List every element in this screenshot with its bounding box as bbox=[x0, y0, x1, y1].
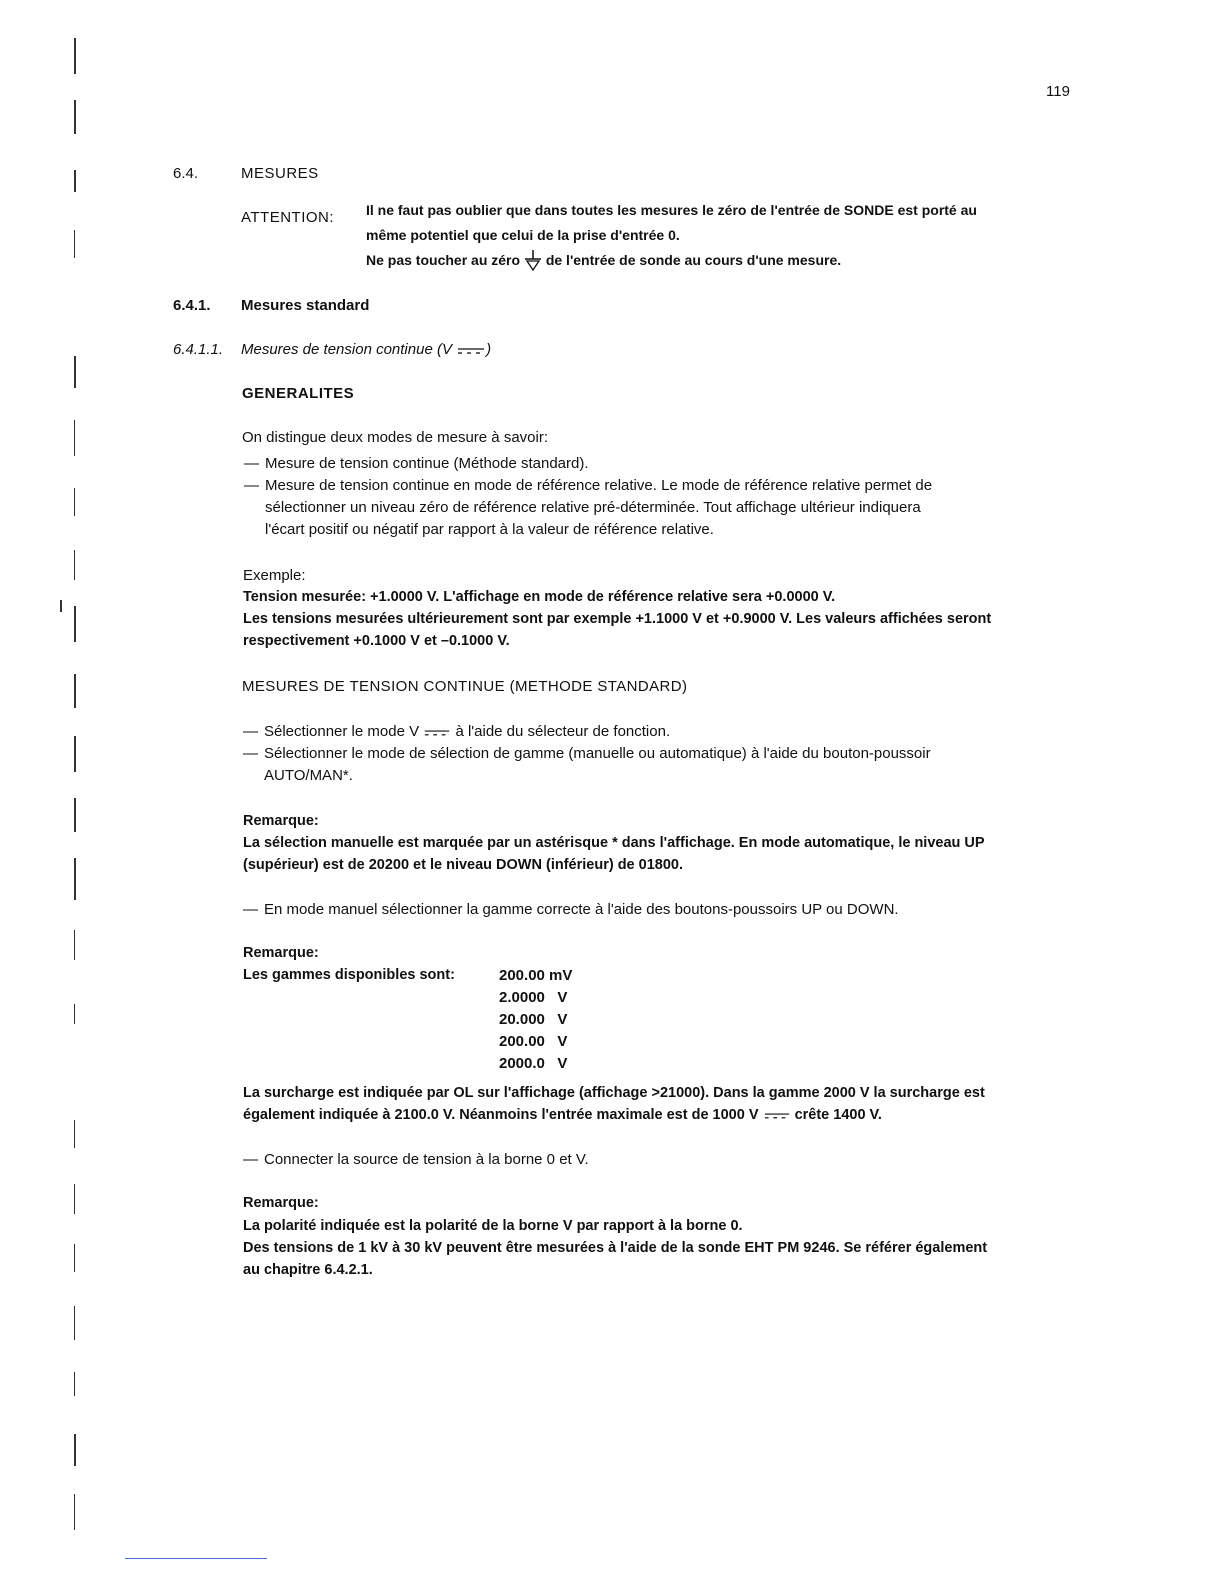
range-value: 200.00 mV bbox=[499, 967, 573, 984]
subsection-title: Mesures standard bbox=[241, 297, 370, 314]
exemple-line: respectivement +0.1000 V et –0.1000 V. bbox=[243, 633, 510, 649]
list-item: sélectionner un niveau zéro de référence relative pré-déterminée. Tout affichage ultérieur indiquera bbox=[265, 499, 921, 516]
scan-mark bbox=[74, 230, 75, 258]
step-text: à l'aide du sélecteur de fonction. bbox=[455, 723, 671, 740]
heading-generalites: GENERALITES bbox=[242, 385, 355, 402]
scan-mark bbox=[74, 1120, 75, 1148]
scan-mark bbox=[74, 930, 75, 960]
attention-line: même potentiel que celui de la prise d'entrée 0. bbox=[366, 227, 680, 243]
remark-label: Remarque: bbox=[243, 1195, 319, 1211]
range-value: 20.000 V bbox=[499, 1011, 568, 1028]
remark-line: La sélection manuelle est marquée par un astérisque * dans l'affichage. En mode automatique, le niveau UP bbox=[243, 835, 985, 851]
section-title: MESURES bbox=[241, 165, 319, 182]
scan-mark bbox=[74, 1434, 76, 1466]
step-item bbox=[264, 723, 670, 740]
list-dash: — bbox=[243, 901, 258, 918]
scan-mark bbox=[74, 356, 76, 388]
remark-line: (supérieur) est de 20200 et le niveau DOWN (inférieur) de 01800. bbox=[243, 857, 683, 873]
attention-line bbox=[366, 249, 841, 271]
attention-text: de l'entrée de sonde au cours d'une mesure. bbox=[545, 252, 842, 268]
scan-mark bbox=[74, 420, 75, 456]
list-item: l'écart positif ou négatif par rapport à la valeur de référence relative. bbox=[265, 521, 714, 538]
list-item: Mesure de tension continue (Méthode standard). bbox=[265, 455, 589, 472]
step-item: Connecter la source de tension à la borne 0 et V. bbox=[264, 1151, 589, 1168]
list-dash: — bbox=[244, 455, 259, 472]
dc-symbol-icon bbox=[456, 345, 486, 355]
page-number: 119 bbox=[1046, 83, 1070, 100]
scan-mark bbox=[74, 1244, 75, 1272]
overload-text: également indiquée à 2100.0 V. Néanmoins l'entrée maximale est de 1000 V bbox=[243, 1107, 759, 1123]
remark-label: Remarque: bbox=[243, 813, 319, 829]
remark-line: Des tensions de 1 kV à 30 kV peuvent être mesurées à l'aide de la sonde EHT PM 9246. Se référer également bbox=[243, 1240, 988, 1256]
ranges-label: Les gammes disponibles sont: bbox=[243, 967, 455, 983]
remark-line: au chapitre 6.4.2.1. bbox=[243, 1262, 373, 1278]
overload-line: La surcharge est indiquée par OL sur l'affichage (affichage >21000). Dans la gamme 2000 V la surcharge est bbox=[243, 1085, 985, 1101]
scan-mark bbox=[74, 488, 75, 516]
scan-mark bbox=[74, 100, 76, 134]
scan-mark bbox=[60, 600, 62, 612]
remark-label: Remarque: bbox=[243, 945, 319, 961]
scan-mark bbox=[74, 38, 76, 74]
dc-symbol-icon bbox=[763, 1110, 791, 1120]
scan-mark bbox=[74, 606, 76, 642]
scan-mark bbox=[74, 1372, 75, 1396]
range-value: 200.00 V bbox=[499, 1033, 568, 1050]
scan-mark bbox=[74, 1494, 75, 1530]
ground-symbol-icon bbox=[524, 249, 542, 271]
list-dash: — bbox=[243, 745, 258, 762]
step-text: Sélectionner le mode V bbox=[264, 723, 420, 740]
scan-mark bbox=[74, 1306, 75, 1340]
attention-label: ATTENTION: bbox=[241, 209, 335, 226]
remark-line: La polarité indiquée est la polarité de la borne V par rapport à la borne 0. bbox=[243, 1218, 743, 1234]
step-item: Sélectionner le mode de sélection de gamme (manuelle ou automatique) à l'aide du bouton-poussoir bbox=[264, 745, 931, 762]
list-item: Mesure de tension continue en mode de référence relative. Le mode de référence relative permet de bbox=[265, 477, 933, 494]
subsubsection-title bbox=[241, 341, 491, 358]
list-dash: — bbox=[243, 723, 258, 740]
subsubsection-number: 6.4.1.1. bbox=[173, 341, 224, 358]
scan-mark bbox=[74, 858, 76, 900]
scan-mark bbox=[74, 170, 76, 192]
footer-rule bbox=[125, 1558, 267, 1559]
overload-text: crête 1400 V. bbox=[794, 1107, 882, 1123]
exemple-line: Les tensions mesurées ultérieurement sont par exemple +1.1000 V et +0.9000 V. Les valeurs affichées seront bbox=[243, 611, 992, 627]
attention-text: Ne pas toucher au zéro bbox=[366, 252, 521, 268]
subsection-number: 6.4.1. bbox=[173, 297, 211, 314]
scan-mark bbox=[74, 1004, 75, 1024]
subsubsection-text: Mesures de tension continue (V bbox=[241, 341, 452, 358]
section-number: 6.4. bbox=[173, 165, 199, 182]
dc-symbol-icon bbox=[423, 727, 451, 737]
step-item: AUTO/MAN*. bbox=[264, 767, 353, 784]
exemple-label: Exemple: bbox=[243, 567, 306, 584]
scan-mark bbox=[74, 1184, 75, 1214]
subsubsection-text: ) bbox=[486, 341, 492, 358]
scan-mark bbox=[74, 550, 75, 580]
attention-line: Il ne faut pas oublier que dans toutes les mesures le zéro de l'entrée de SONDE est porté au bbox=[366, 202, 977, 218]
heading-methode-standard: MESURES DE TENSION CONTINUE (METHODE STANDARD) bbox=[242, 678, 688, 695]
overload-line bbox=[243, 1107, 882, 1123]
exemple-line: Tension mesurée: +1.0000 V. L'affichage en mode de référence relative sera +0.0000 V. bbox=[243, 589, 836, 605]
scan-mark bbox=[74, 736, 76, 772]
list-dash: — bbox=[244, 477, 259, 494]
list-dash: — bbox=[243, 1151, 258, 1168]
step-item: En mode manuel sélectionner la gamme correcte à l'aide des boutons-poussoirs UP ou DOWN. bbox=[264, 901, 899, 918]
range-value: 2.0000 V bbox=[499, 989, 568, 1006]
range-value: 2000.0 V bbox=[499, 1055, 568, 1072]
generalites-intro: On distingue deux modes de mesure à savoir: bbox=[242, 429, 548, 446]
scan-mark bbox=[74, 674, 76, 708]
scan-mark bbox=[74, 798, 76, 832]
